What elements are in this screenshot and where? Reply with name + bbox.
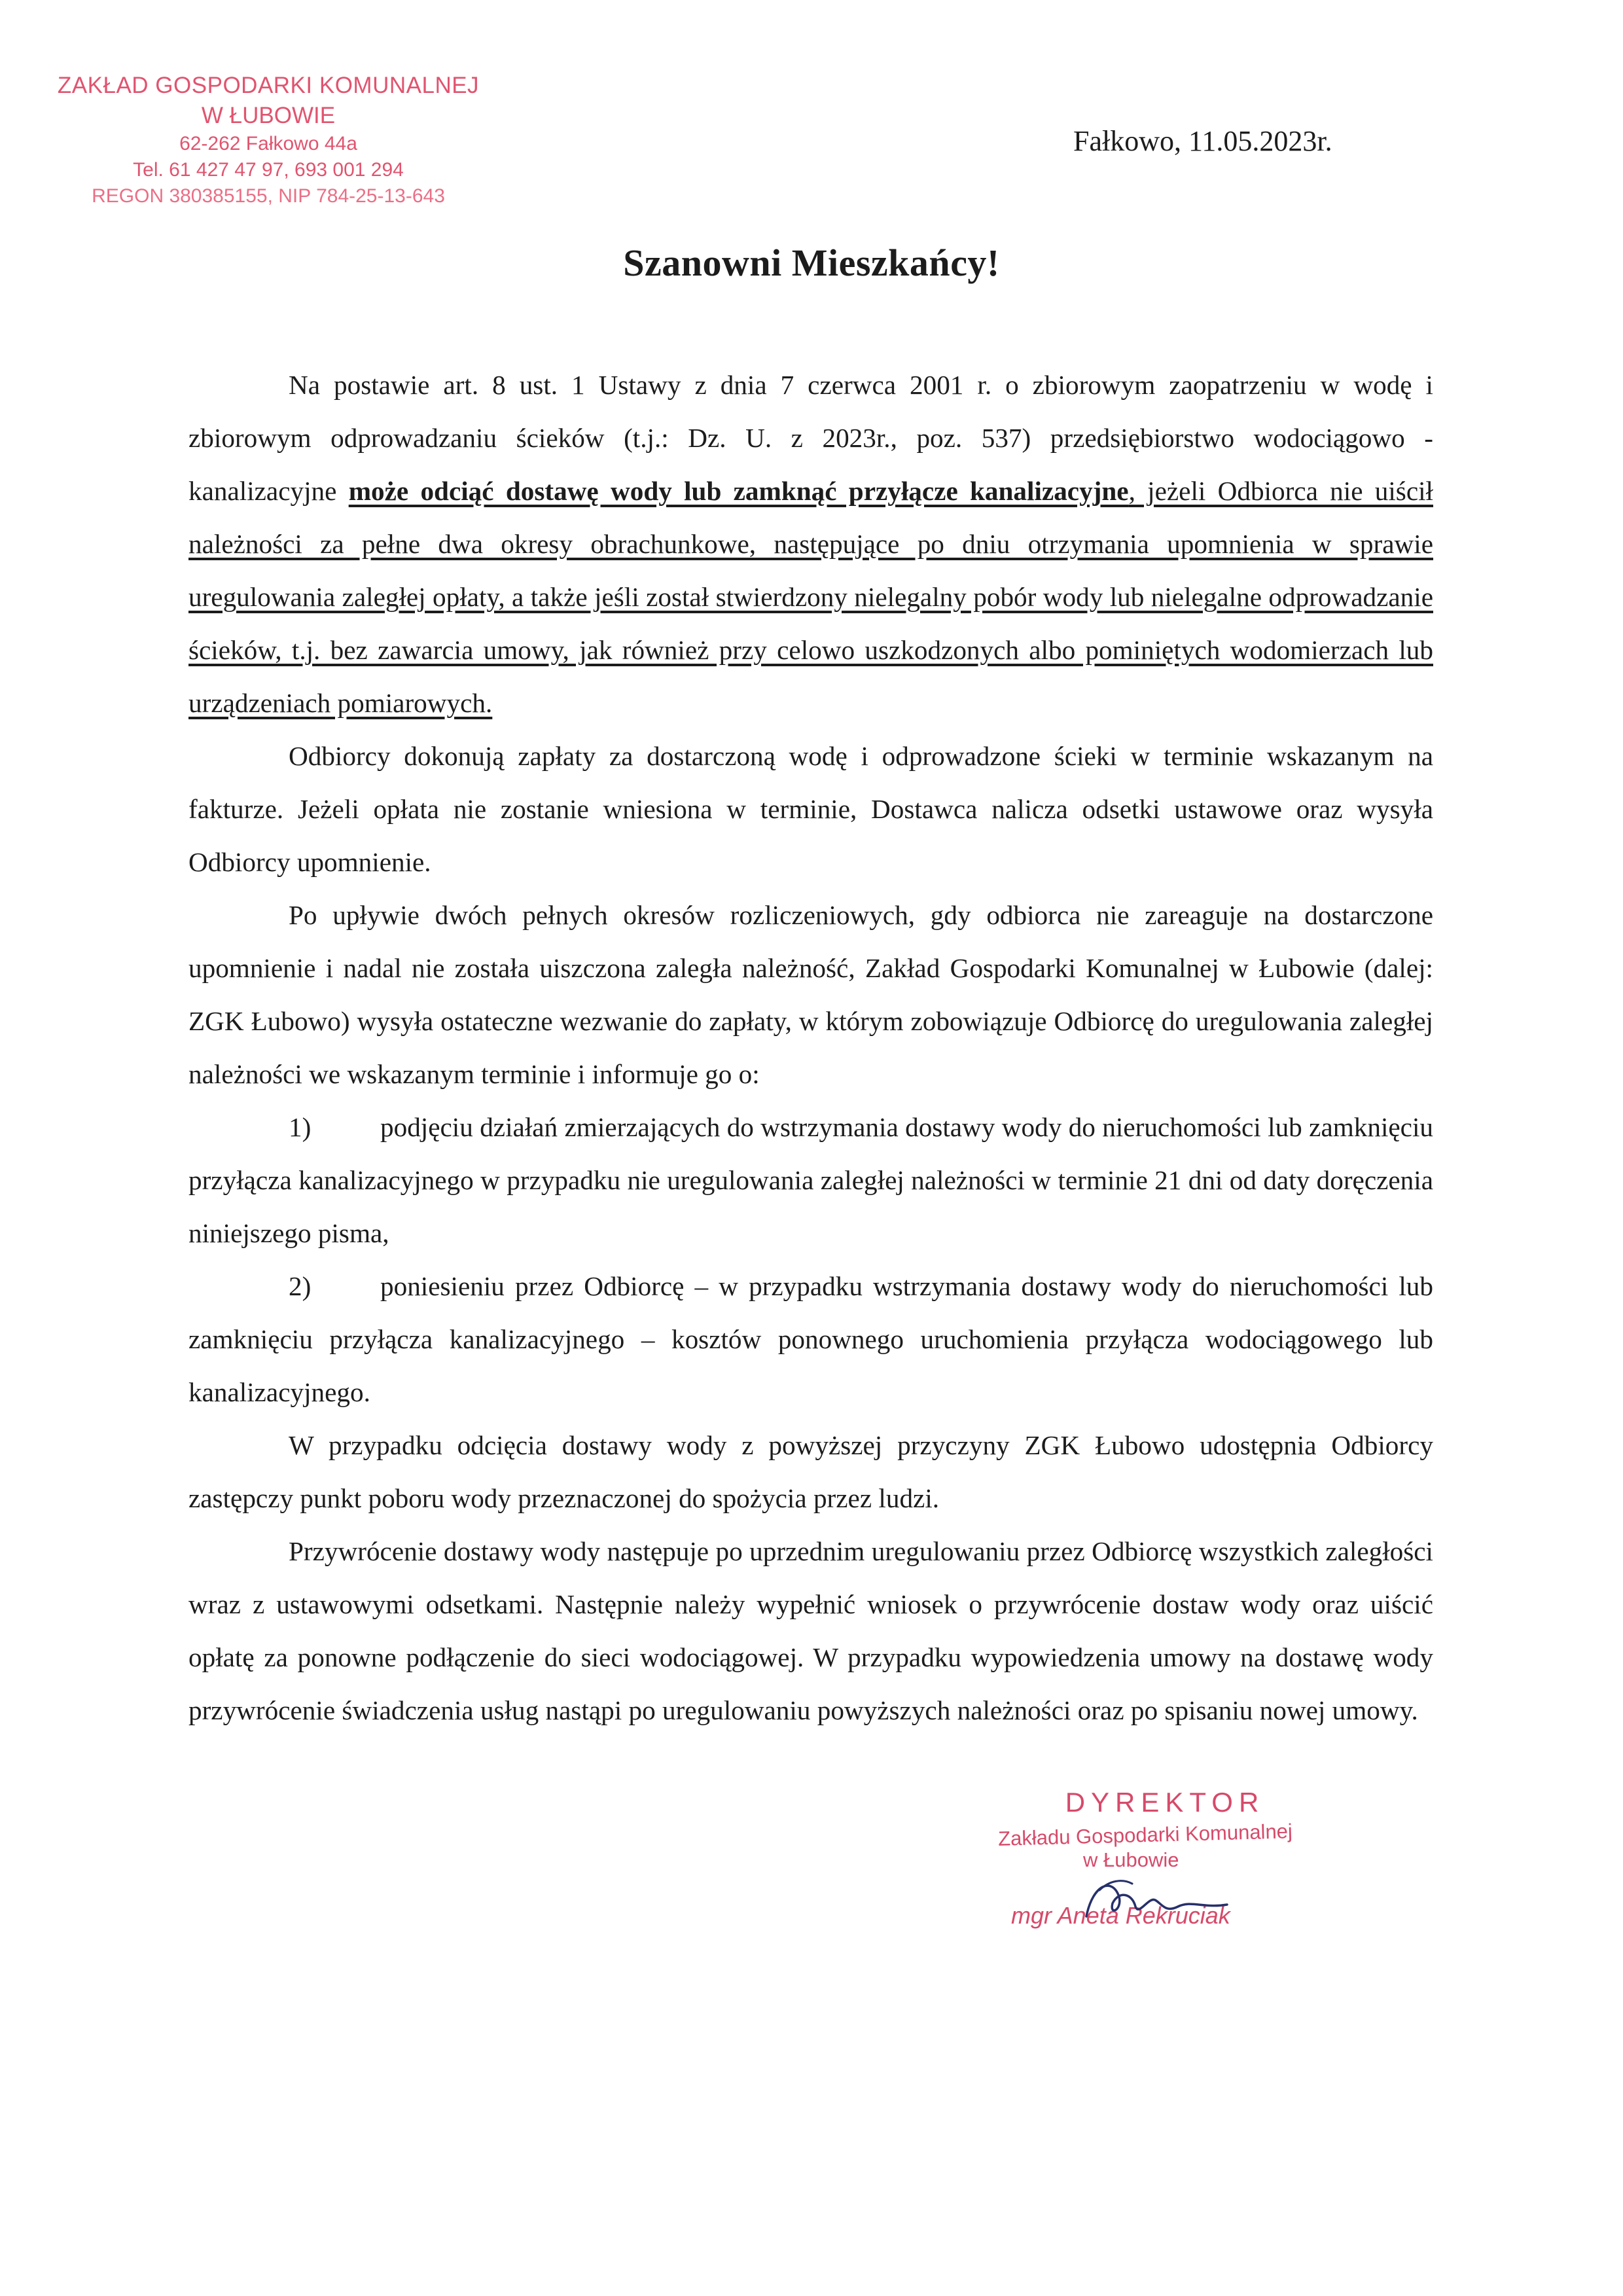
signature-organization-location: w Łubowie <box>1083 1848 1179 1871</box>
signature-stamp <box>942 1787 1348 1929</box>
emphasis-cut-off-notice: może odciąć dostawę wody lub zamknąć przyłącze kanalizacyjne <box>348 476 1129 506</box>
letterhead-address: 62-262 Fałkowo 44a <box>179 133 357 155</box>
letterhead-location: W ŁUBOWIE <box>201 103 336 129</box>
paragraph-final-notice: Po upływie dwóch pełnych okresów rozliczeniowych, gdy odbiorca nie zareaguje na dostarczone upomnienie i nadal nie została uiszczona zaległa należność, Zakład Gospodarki Komunalnej w Łubowie (dalej: ZGK Łubowo) wysyła ostateczne wezwanie do zapłaty, w którym zobowiązuje Odbiorcę do uregulowania zaległej należności we wskazanym terminie i informuje go o: <box>188 900 1433 1089</box>
list-item <box>188 1101 1433 1260</box>
paragraph-legal-basis <box>188 359 1433 730</box>
letterhead-phone: Tel. 61 427 47 97, 693 001 294 <box>133 158 404 181</box>
paragraph-payment-terms: Odbiorcy dokonują zapłaty za dostarczoną wodę i odprowadzone ścieki w terminie wskazanym na fakturze. Jeżeli opłata nie zostanie wniesiona w terminie, Dostawca nalicza odsetki ustawowe oraz wysyła Odbiorcy upomnienie. <box>188 741 1433 877</box>
letter-body <box>188 359 1433 1737</box>
paragraph-restoration: Przywrócenie dostawy wody następuje po uprzednim uregulowaniu przez Odbiorcę wszystkich zaległości wraz z ustawowymi odsetkami. Następnie należy wypełnić wniosek o przywrócenie dostaw wody oraz uiścić opłatę za ponowne podłączenie do sieci wodociągowej. W przypadku wypowiedzenia umowy na dostawę wody przywrócenie świadczenia usług nastąpi po uregulowaniu powyższych należności oraz po spisaniu nowej umowy. <box>188 1536 1433 1725</box>
letter-title: Szanowni Mieszkańcy! <box>623 242 1000 284</box>
letter-date: Fałkowo, 11.05.2023r. <box>1073 125 1332 157</box>
list-item-number: 1) <box>289 1112 312 1142</box>
list-item-number: 2) <box>289 1271 312 1301</box>
signature-name: mgr Aneta Rekruciak <box>1011 1902 1230 1929</box>
letterhead-stamp <box>39 71 497 209</box>
letterhead-company-name: ZAKŁAD GOSPODARKI KOMUNALNEJ <box>57 73 480 98</box>
handwritten-signature-icon <box>1073 1871 1243 1929</box>
signature-organization: Zakładu Gospodarki Komunalnej <box>997 1820 1293 1850</box>
list-item-text: poniesieniu przez Odbiorcę – w przypadku wstrzymania dostawy wody do nieruchomości lub zamknięciu przyłącza kanalizacyjnego – kosztów ponownego uruchomienia przyłącza wodociągowego lub kanalizacyjnego. <box>188 1271 1433 1407</box>
paragraph-replacement-water-point: W przypadku odcięcia dostawy wody z powyższej przyczyny ZGK Łubowo udostępnia Odbiorcy zastępczy punkt poboru wody przeznaczonej do spożycia przez ludzi. <box>188 1430 1433 1513</box>
letterhead-regon-nip: REGON 380385155, NIP 784-25-13-643 <box>92 185 445 207</box>
signature-title: DYREKTOR <box>1065 1787 1265 1818</box>
list-item-text: podjęciu działań zmierzających do wstrzymania dostawy wody do nieruchomości lub zamknięciu przyłącza kanalizacyjnego w przypadku nie uregulowania zaległej należności w terminie 21 dni od daty doręczenia niniejszego pisma, <box>188 1112 1433 1248</box>
paragraph-legal-basis-conditions: , jeżeli Odbiorca nie uiścił należności za pełne dwa okresy obrachunkowe, następujące po dniu otrzymania upomnienia w sprawie uregulowania zaległej opłaty, a także jeśli został stwierdzony nielegalny pobór wody lub nielegalne odprowadzanie ścieków, t.j. bez zawarcia umowy, jak również przy celowo uszkodzonych albo pominiętych wodomierzach lub urządzeniach pomiarowych. <box>188 476 1433 718</box>
paragraph-legal-basis-intro: Na postawie art. 8 ust. 1 Ustawy z dnia 7 czerwca 2001 r. o zbiorowym zaopatrzeniu w wodę i zbiorowym odprowadzaniu ścieków (t.j.: Dz. U. z 2023r., poz. 537) przedsiębiorstwo wodociągowo - kanalizacyjne <box>188 370 1433 506</box>
list-item <box>188 1260 1433 1419</box>
